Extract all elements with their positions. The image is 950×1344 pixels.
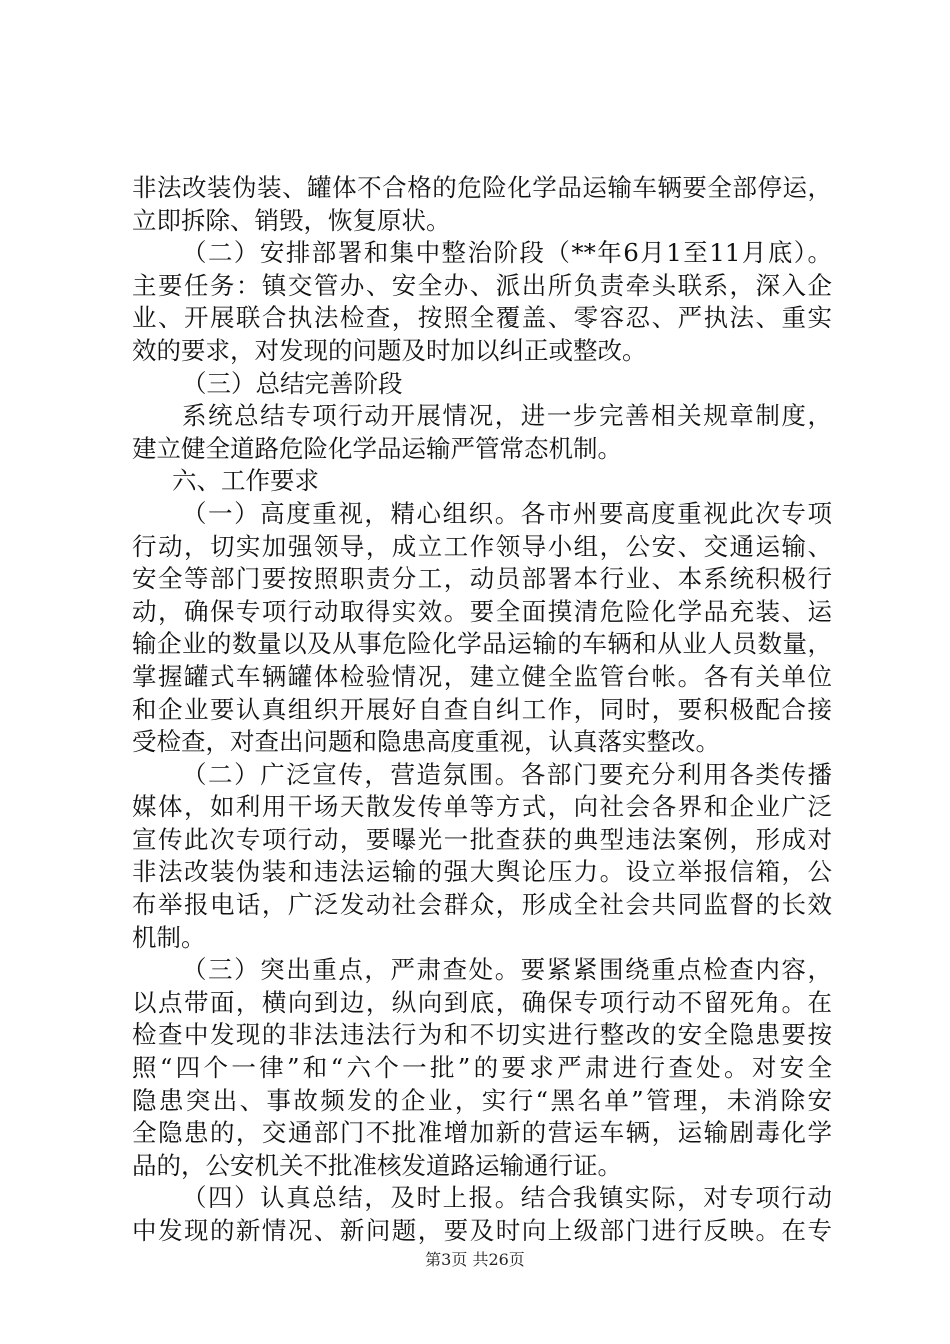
section-heading: 六、工作要求: [172, 466, 319, 496]
text-line: 非法改装伪装和违法运输的强大舆论压力。设立举报信箱，公: [132, 857, 832, 887]
text-line: 效的要求，对发现的问题及时加以纠正或整改。: [132, 335, 647, 365]
text-line: 照“四个一律”和“六个一批”的要求严肃进行查处。对安全: [132, 1053, 832, 1083]
text-line: （三）突出重点，严肃查处。要紧紧围绕重点检查内容，: [182, 955, 832, 985]
text-line: 布举报电话，广泛发动社会群众，形成全社会共同监督的长效: [132, 890, 832, 920]
text-line: （一）高度重视，精心组织。各市州要高度重视此次专项: [182, 498, 832, 528]
text-line: 隐患突出、事故频发的企业，实行“黑名单”管理，未消除安: [132, 1085, 832, 1115]
text-line: 动，确保专项行动取得实效。要全面摸清危险化学品充装、运: [132, 596, 832, 626]
text-line: 建立健全道路危险化学品运输严管常态机制。: [132, 433, 622, 463]
text-line: 全隐患的，交通部门不批准增加新的营运车辆，运输剧毒化学: [132, 1118, 832, 1148]
text-line: 品的，公安机关不批准核发道路运输通行证。: [132, 1150, 622, 1180]
text-line: 行动，切实加强领导，成立工作领导小组，公安、交通运输、: [132, 531, 832, 561]
text-line: 输企业的数量以及从事危险化学品运输的车辆和从业人员数量，: [132, 629, 832, 659]
text-line: 和企业要认真组织开展好自查自纠工作，同时，要积极配合接: [132, 694, 832, 724]
text-line: 检查中发现的非法违法行为和不切实进行整改的安全隐患要按: [132, 1020, 832, 1050]
text-line: 业、开展联合执法检查，按照全覆盖、零容忍、严执法、重实: [132, 303, 832, 333]
text-line: 以点带面，横向到边，纵向到底，确保专项行动不留死角。在: [132, 987, 832, 1017]
text-line: 主要任务：镇交管办、安全办、派出所负责牵头联系，深入企: [132, 270, 832, 300]
text-line: 机制。: [132, 922, 206, 952]
text-line: 立即拆除、销毁，恢复原状。: [132, 205, 451, 235]
text-line: 系统总结专项行动开展情况，进一步完善相关规章制度，: [182, 401, 832, 431]
text-line: 媒体，如利用干场天散发传单等方式，向社会各界和企业广泛: [132, 792, 832, 822]
document-body: [132, 172, 832, 1248]
text-line: 非法改装伪装、罐体不合格的危险化学品运输车辆要全部停运，: [132, 173, 832, 202]
section-heading: （二）安排部署和集中整治阶段（**年6月1至11月底）。: [182, 238, 832, 268]
section-heading: （三）总结完善阶段: [182, 368, 403, 398]
text-line: 中发现的新情况、新问题，要及时向上级部门进行反映。在专: [132, 1216, 832, 1245]
text-line: 安全等部门要按照职责分工，动员部署本行业、本系统积极行: [132, 564, 832, 594]
text-line: （二）广泛宣传，营造氛围。各部门要充分利用各类传播: [182, 759, 832, 789]
page-number-footer: 第3页 共26页: [425, 1250, 525, 1269]
text-line: （四）认真总结，及时上报。结合我镇实际，对专项行动: [182, 1183, 832, 1213]
text-line: 受检查，对查出问题和隐患高度重视，认真落实整改。: [132, 727, 720, 757]
text-line: 掌握罐式车辆罐体检验情况，建立健全监管台帐。各有关单位: [132, 661, 832, 691]
text-line: 宣传此次专项行动，要曝光一批查获的典型违法案例，形成对: [132, 824, 832, 854]
